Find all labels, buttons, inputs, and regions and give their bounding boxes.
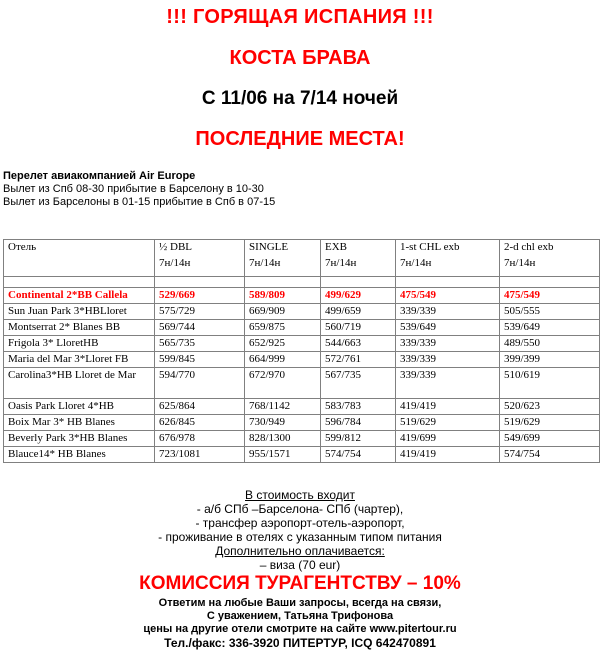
cell-exb: 596/784 [321, 415, 396, 431]
cell-exb: 583/783 [321, 399, 396, 415]
cell-hotel: Blauce14* HB Blanes [4, 447, 155, 463]
cell-2nd-chl: 399/399 [500, 352, 600, 368]
cell-single: 955/1571 [245, 447, 321, 463]
cell-2nd-chl: 489/550 [500, 336, 600, 352]
table-row [4, 336, 600, 352]
cell-hotel: Sun Juan Park 3*HBLloret [4, 304, 155, 320]
cell-hotel: Maria del Mar 3*Lloret FB [4, 352, 155, 368]
column-header-exb: EXB 7н/14н [321, 240, 396, 277]
cell-dbl: 626/845 [155, 415, 245, 431]
cell-single: 669/909 [245, 304, 321, 320]
table-row [4, 447, 600, 463]
contact-line: Ответим на любые Ваши запросы, всегда на связи, [158, 597, 442, 609]
cell-single: 589/809 [245, 288, 321, 304]
cell-dbl: 676/978 [155, 431, 245, 447]
headline-last-places: ПОСЛЕДНИЕ МЕСТА! [195, 128, 405, 150]
cell-exb: 572/761 [321, 352, 396, 368]
cell-2nd-chl: 519/629 [500, 415, 600, 431]
cell-dbl: 565/735 [155, 336, 245, 352]
table-spacer-row [4, 277, 600, 288]
price-table [3, 239, 600, 463]
cell-2nd-chl: 510/619 [500, 368, 600, 399]
cell-hotel: Boix Mar 3* HB Blanes [4, 415, 155, 431]
cell-2nd-chl: 505/555 [500, 304, 600, 320]
contact-website: цены на другие отели смотрите на сайте www.pitertour.ru [143, 623, 457, 635]
flight-outbound: Вылет из Спб 08-30 прибытие в Барселону в 10-30 [3, 183, 264, 195]
extra-item: – виза (70 eur) [259, 558, 341, 572]
cell-hotel: Oasis Park Lloret 4*HB [4, 399, 155, 415]
cell-2nd-chl: 549/699 [500, 431, 600, 447]
included-item: - трансфер аэропорт-отель-аэропорт, [195, 516, 405, 530]
table-row [4, 288, 600, 304]
flight-return: Вылет из Барселоны в 01-15 прибытие в Спб в 07-15 [3, 196, 276, 208]
table-row [4, 399, 600, 415]
extra-title: Дополнительно оплачивается: [215, 544, 385, 558]
cell-single: 828/1300 [245, 431, 321, 447]
cell-exb: 574/754 [321, 447, 396, 463]
table-row [4, 320, 600, 336]
column-header-single: SINGLE 7н/14н [245, 240, 321, 277]
cell-2nd-chl: 574/754 [500, 447, 600, 463]
cell-single: 768/1142 [245, 399, 321, 415]
cell-single: 652/925 [245, 336, 321, 352]
column-header-hotel: Отель [4, 240, 155, 277]
cell-exb: 560/719 [321, 320, 396, 336]
cell-dbl: 594/770 [155, 368, 245, 399]
cell-1st-chl: 519/629 [396, 415, 500, 431]
cell-dbl: 529/669 [155, 288, 245, 304]
cell-1st-chl: 419/419 [396, 447, 500, 463]
cell-exb: 499/659 [321, 304, 396, 320]
cell-exb: 499/629 [321, 288, 396, 304]
cell-exb: 544/663 [321, 336, 396, 352]
cell-single: 730/949 [245, 415, 321, 431]
cell-1st-chl: 339/339 [396, 352, 500, 368]
cell-dbl: 575/729 [155, 304, 245, 320]
cell-dbl: 723/1081 [155, 447, 245, 463]
cell-1st-chl: 475/549 [396, 288, 500, 304]
contact-signature: С уважением, Татьяна Трифонова [206, 610, 394, 622]
table-row [4, 352, 600, 368]
cell-hotel: Montserrat 2* Blanes BB [4, 320, 155, 336]
cell-hotel: Beverly Park 3*HB Blanes [4, 431, 155, 447]
cell-dbl: 569/744 [155, 320, 245, 336]
cell-dbl: 599/845 [155, 352, 245, 368]
column-header-1st-chl: 1-st CHL exb 7н/14н [396, 240, 500, 277]
headline-dates: С 11/06 на 7/14 ночей [201, 88, 399, 109]
included-item: - проживание в отелях с указанным типом питания [158, 530, 442, 544]
headline-hot-spain: !!! ГОРЯЩАЯ ИСПАНИЯ !!! [166, 6, 434, 28]
cell-1st-chl: 419/699 [396, 431, 500, 447]
cell-2nd-chl: 539/649 [500, 320, 600, 336]
cell-2nd-chl: 520/623 [500, 399, 600, 415]
cell-1st-chl: 339/339 [396, 304, 500, 320]
cell-hotel: Continental 2*BB Callela [4, 288, 155, 304]
table-row [4, 431, 600, 447]
headline-costa-brava: КОСТА БРАВА [229, 47, 371, 69]
cell-single: 672/970 [245, 368, 321, 399]
cell-1st-chl: 539/649 [396, 320, 500, 336]
contact-phone: Тел./факс: 336-3920 ПИТЕРТУР, ICQ 642470891 [164, 636, 436, 650]
table-row [4, 368, 600, 399]
table-row [4, 415, 600, 431]
column-header-dbl: ½ DBL 7н/14н [155, 240, 245, 277]
included-title: В стоимость входит [245, 488, 355, 502]
cell-single: 659/875 [245, 320, 321, 336]
cell-exb: 599/812 [321, 431, 396, 447]
cell-1st-chl: 419/419 [396, 399, 500, 415]
cell-2nd-chl: 475/549 [500, 288, 600, 304]
cell-dbl: 625/864 [155, 399, 245, 415]
flight-airline: Перелет авиакомпанией Air Europe [3, 170, 196, 182]
cell-exb: 567/735 [321, 368, 396, 399]
table-row [4, 304, 600, 320]
column-header-2nd-chl: 2-d chl exb 7н/14н [500, 240, 600, 277]
cell-hotel: Frigola 3* LloretHB [4, 336, 155, 352]
included-item: - а/б СПб –Барселона- СПб (чартер), [196, 502, 404, 516]
cell-hotel: Carolina3*HB Lloret de Mar [4, 368, 155, 399]
cell-single: 664/999 [245, 352, 321, 368]
commission-banner: КОМИССИЯ ТУРАГЕНТСТВУ – 10% [139, 573, 461, 594]
cell-1st-chl: 339/339 [396, 336, 500, 352]
table-header-row [4, 240, 600, 277]
cell-1st-chl: 339/339 [396, 368, 500, 399]
